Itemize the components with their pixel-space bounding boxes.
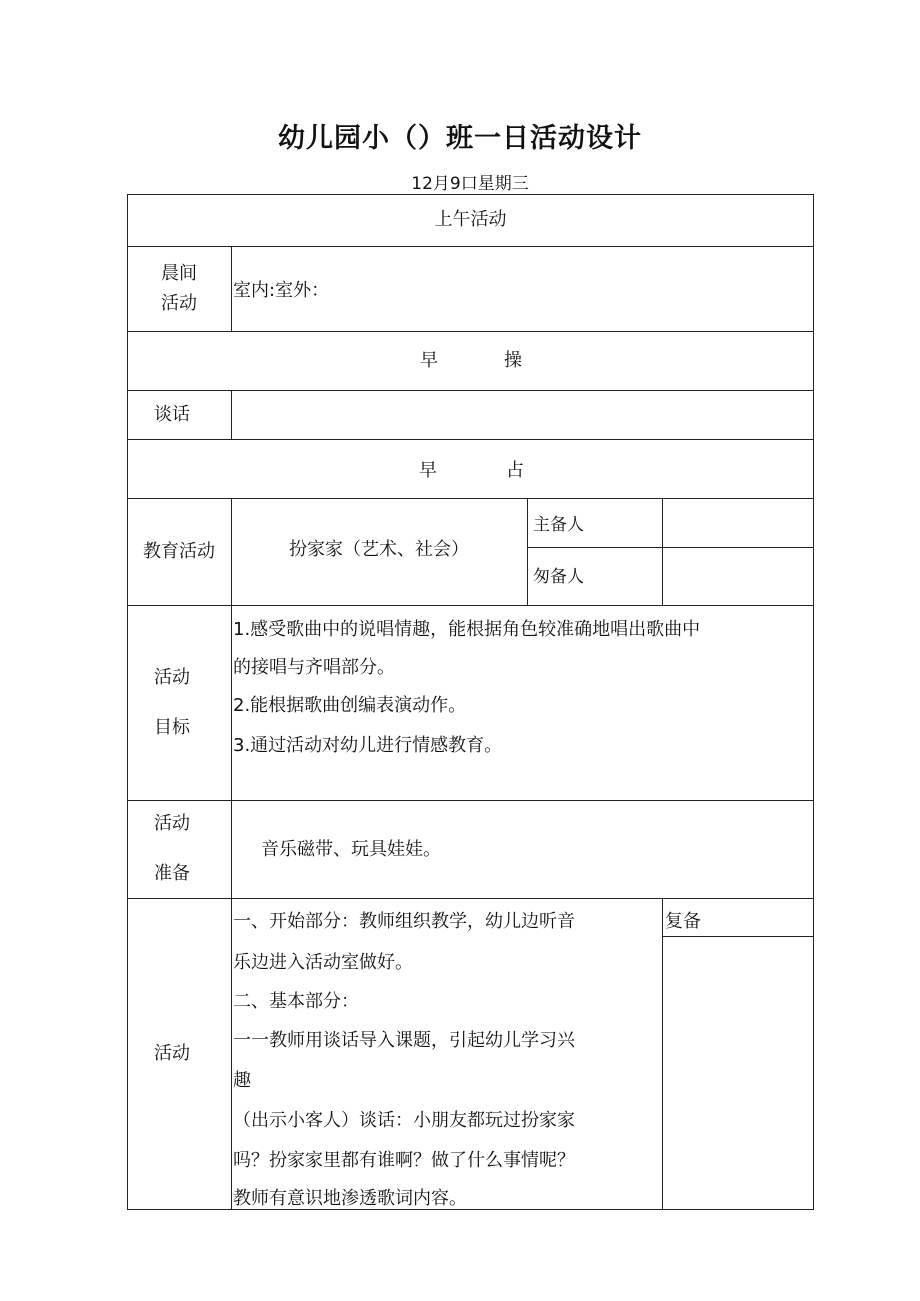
morning-activity-label-line2: 活动 <box>161 292 197 314</box>
preparation-label-line1: 活动 <box>154 813 190 834</box>
process-line: 吗？扮家家里都有谁啊？做了什么事情呢？ <box>233 1150 575 1171</box>
education-label: 教育活动 <box>143 540 215 562</box>
morning-section-row <box>127 439 814 498</box>
process-line: 趣 <box>233 1070 251 1091</box>
goal-line: 3.通过活动对幼儿进行情感教育。 <box>233 735 503 756</box>
co-prep-label: 匆备人 <box>533 567 584 587</box>
morning-section-char1: 早 <box>419 460 437 481</box>
goals-label <box>127 605 217 800</box>
goals-label-line1: 活动 <box>154 666 190 688</box>
process-label: 活动 <box>154 1043 190 1064</box>
main-prep-label: 主备人 <box>533 515 584 535</box>
process-line: 教师有意识地渗透歌词内容。 <box>233 1188 467 1209</box>
process-line: 一、开始部分：教师组织教学，幼儿边听音 <box>233 911 575 932</box>
process-line: （出示小客人）谈话：小朋友都玩过扮家家 <box>233 1110 575 1131</box>
talk-label: 谈话 <box>154 403 190 425</box>
process-line: 一一教师用谈话导入课题，引起幼儿学习兴 <box>233 1030 575 1051</box>
morning-exercise-row <box>127 331 814 390</box>
page-title: 幼儿园小（）班一日活动设计 <box>278 123 642 154</box>
morning-activity-label-line1: 晨间 <box>161 262 197 284</box>
talk-value <box>235 401 805 427</box>
preparation-label <box>127 800 217 898</box>
morning-section-char2: 占 <box>506 460 524 481</box>
main-prep-value <box>665 512 810 538</box>
process-line: 二、基本部分： <box>233 991 359 1012</box>
preparation-value: 音乐磁带、玩具娃娃。 <box>261 839 441 860</box>
process-line: 乐边进入活动室做好。 <box>233 952 413 973</box>
co-prep-value <box>665 564 810 590</box>
morning-exercise-char1: 早 <box>420 350 438 371</box>
morning-activity-value: 室内:室外： <box>233 280 330 301</box>
review-label: 复备 <box>665 911 701 932</box>
preparation-label-line2: 准备 <box>154 863 190 884</box>
goal-line: 的接唱与齐唱部分。 <box>233 657 395 678</box>
morning-exercise-char2: 操 <box>504 350 522 371</box>
morning-section-header: 上午活动 <box>434 209 507 230</box>
education-name: 扮家家（艺术、社会） <box>289 538 469 560</box>
date-line: 12月9口星期三 <box>411 174 529 194</box>
goals-label-line2: 目标 <box>154 716 190 738</box>
goal-line: 1.感受歌曲中的说唱情趣，能根据角色较准确地唱出歌曲中 <box>233 619 701 640</box>
goal-line: 2.能根据歌曲创编表演动作。 <box>233 695 467 716</box>
morning-activity-label <box>127 246 231 331</box>
